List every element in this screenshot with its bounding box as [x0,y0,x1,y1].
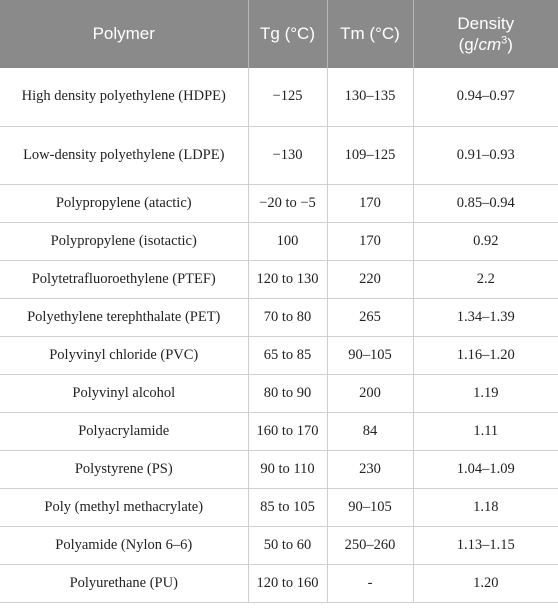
cell-polymer: Polyvinyl chloride (PVC) [0,336,248,374]
table-row [0,526,558,564]
cell-polymer: Polystyrene (PS) [0,450,248,488]
cell-tg: 160 to 170 [248,412,327,450]
header-row [0,0,558,68]
header-polymer: Polymer [0,0,248,68]
cell-density: 1.19 [413,374,558,412]
cell-tm: 265 [327,298,413,336]
cell-tg: 65 to 85 [248,336,327,374]
table-row [0,68,558,126]
cell-polymer: Polypropylene (isotactic) [0,222,248,260]
table-row [0,488,558,526]
cell-tm: 170 [327,184,413,222]
header-density [413,0,558,68]
table-row [0,298,558,336]
cell-density: 1.16–1.20 [413,336,558,374]
cell-tg: −20 to −5 [248,184,327,222]
table-row [0,412,558,450]
cell-density: 2.2 [413,260,558,298]
cell-tm: 230 [327,450,413,488]
cell-tg: 100 [248,222,327,260]
cell-tm: - [327,564,413,602]
cell-polymer: Polyacrylamide [0,412,248,450]
table-row [0,450,558,488]
cell-tg: 120 to 130 [248,260,327,298]
table-body [0,68,558,602]
cell-tm: 90–105 [327,336,413,374]
cell-density: 1.20 [413,564,558,602]
cell-tm: 109–125 [327,126,413,184]
cell-tm: 250–260 [327,526,413,564]
cell-polymer: Polytetrafluoroethylene (PTEF) [0,260,248,298]
table-row [0,126,558,184]
cell-tg: 90 to 110 [248,450,327,488]
cell-polymer: Polyurethane (PU) [0,564,248,602]
cell-tg: 120 to 160 [248,564,327,602]
cell-tg: 70 to 80 [248,298,327,336]
cell-tg: 80 to 90 [248,374,327,412]
header-tm: Tm (°C) [327,0,413,68]
cell-tm: 84 [327,412,413,450]
table-row [0,222,558,260]
cell-tg: −130 [248,126,327,184]
cell-density: 0.92 [413,222,558,260]
table-row [0,374,558,412]
table-row [0,564,558,602]
header-density-label: Density [457,13,515,33]
header-density-unit: $(g/cm^3)$ [458,34,513,54]
cell-density: 1.13–1.15 [413,526,558,564]
table-row [0,184,558,222]
cell-polymer: Polypropylene (atactic) [0,184,248,222]
table-header [0,0,558,68]
cell-tm: 130–135 [327,68,413,126]
cell-tm: 90–105 [327,488,413,526]
cell-tg: 85 to 105 [248,488,327,526]
cell-tm: 200 [327,374,413,412]
cell-tm: 170 [327,222,413,260]
cell-polymer: Low-density polyethylene (LDPE) [0,126,248,184]
cell-density: 0.85–0.94 [413,184,558,222]
table-row [0,336,558,374]
cell-polymer: Poly (methyl methacrylate) [0,488,248,526]
cell-tg: −125 [248,68,327,126]
cell-density: 1.11 [413,412,558,450]
cell-density: 1.04–1.09 [413,450,558,488]
header-tg: Tg (°C) [248,0,327,68]
cell-density: 0.91–0.93 [413,126,558,184]
cell-polymer: Polyamide (Nylon 6–6) [0,526,248,564]
cell-tm: 220 [327,260,413,298]
cell-polymer: Polyethylene terephthalate (PET) [0,298,248,336]
cell-density: 0.94–0.97 [413,68,558,126]
cell-density: 1.18 [413,488,558,526]
cell-density: 1.34–1.39 [413,298,558,336]
cell-polymer: Polyvinyl alcohol [0,374,248,412]
cell-polymer: High density polyethylene (HDPE) [0,68,248,126]
table-row [0,260,558,298]
cell-tg: 50 to 60 [248,526,327,564]
